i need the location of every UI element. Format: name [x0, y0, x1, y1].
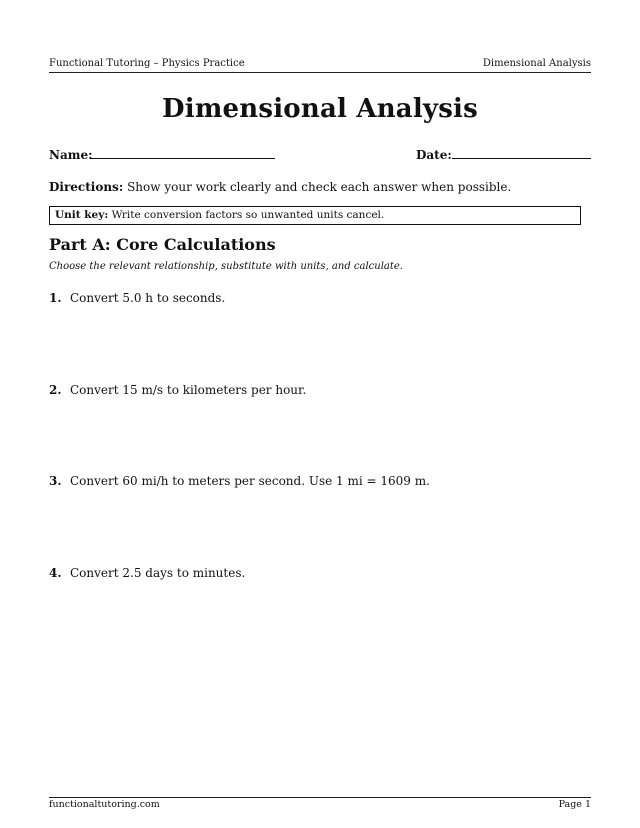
unit-key-text: Write conversion factors so unwanted units cancel. — [111, 209, 385, 221]
footer-website: functionaltutoring.com — [49, 799, 160, 810]
question-1 — [49, 291, 225, 305]
question-number: 2. — [49, 383, 62, 397]
header-right-text: Dimensional Analysis — [482, 58, 591, 69]
question-number: 4. — [49, 566, 62, 580]
directions — [49, 180, 511, 194]
unit-key-box — [49, 206, 581, 225]
question-4 — [49, 566, 245, 580]
question-text: Convert 2.5 days to minutes. — [70, 566, 246, 580]
question-2 — [49, 383, 306, 397]
footer-rule — [49, 797, 591, 798]
name-label: Name: — [49, 148, 93, 162]
footer-page-number: Page 1 — [558, 799, 591, 810]
question-number: 3. — [49, 474, 62, 488]
question-text: Convert 60 mi/h to meters per second. Use 1 mi = 1609 m. — [70, 474, 430, 488]
name-field[interactable] — [90, 158, 275, 159]
header-left-text: Functional Tutoring – Physics Practice — [49, 58, 245, 69]
question-text: Convert 5.0 h to seconds. — [70, 291, 226, 305]
date-label: Date: — [416, 148, 452, 162]
question-3 — [49, 474, 430, 488]
date-field[interactable] — [452, 158, 591, 159]
section-title: Part A: Core Calculations — [49, 235, 276, 254]
directions-text: Show your work clearly and check each answer when possible. — [127, 180, 512, 194]
directions-label: Directions: — [49, 180, 124, 194]
question-number: 1. — [49, 291, 62, 305]
header-rule — [49, 72, 591, 73]
section-subtitle: Choose the relevant relationship, substitute with units, and calculate. — [49, 261, 403, 272]
question-text: Convert 15 m/s to kilometers per hour. — [70, 383, 307, 397]
page-title: Dimensional Analysis — [162, 94, 478, 124]
unit-key-label: Unit key: — [55, 209, 109, 221]
